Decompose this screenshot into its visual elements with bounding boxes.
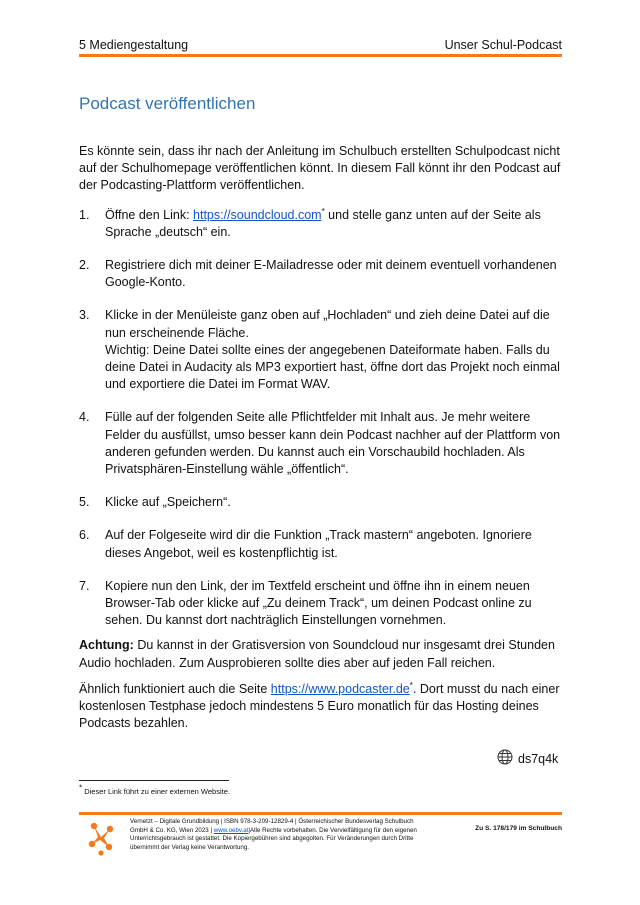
step-number: 3. <box>79 308 90 323</box>
step-number: 6. <box>79 528 90 543</box>
footer-legal-text <box>130 818 430 852</box>
steps-list <box>79 207 563 630</box>
alt-text-post: . Dort musst du nach einer kostenlosen Testphase jedoch mindestens 5 Euro monatlich für das Hosting deines Podcasts bezahlen. <box>79 681 560 731</box>
footnote-marker: * <box>409 680 413 690</box>
step-text-post: und stelle ganz unten auf der Seite als Sprache „deutsch“ ein. <box>105 207 541 239</box>
online-code-text: ds7q4k <box>518 751 559 766</box>
step-item <box>79 207 563 241</box>
step-item <box>79 527 563 561</box>
header-divider <box>79 54 562 57</box>
soundcloud-link[interactable]: https://soundcloud.com <box>193 207 322 222</box>
header-topic: Unser Schul-Podcast <box>444 38 562 52</box>
warning-label: Achtung: <box>79 638 134 653</box>
publisher-link[interactable]: www.oebv.at <box>213 826 249 834</box>
intro-paragraph: Es könnte sein, dass ihr nach der Anleitung im Schulbuch erstellten Schulpodcast nicht auf der Schulhomepage veröffentlichen könnt. In diesem Fall könnt ihr den Podcast auf der Podcasting-Plattform veröffentlichen. <box>79 144 561 193</box>
alternative-paragraph <box>79 681 563 733</box>
step-item <box>79 307 563 393</box>
footnote <box>79 783 230 796</box>
warning-text: Du kannst in der Gratisversion von Soundcloud nur insgesamt drei Stunden Audio hochladen. Zum Ausprobieren sollte dies aber auf jeden Fall reichen. <box>79 638 555 670</box>
step-text: Klicke in der Menüleiste ganz oben auf „Hochladen“ und zieh deine Datei auf die nun erscheinende Fläche. <box>105 308 550 340</box>
step-text-pre: Öffne den Link: <box>105 207 194 222</box>
step-text: Kopiere nun den Link, der im Textfeld erscheint und öffne ihn in einem neuen Browser-Tab oder klicke auf „Zu deinem Track“, um deinen Podcast online zu sehen. Du kannst dort nachträglich Einstellungen vornehmen. <box>105 578 532 628</box>
step-number: 5. <box>79 495 90 510</box>
footnote-marker: * <box>321 206 325 216</box>
globe-icon <box>497 749 513 768</box>
footnote-marker: * <box>79 783 83 793</box>
footnote-text: Dieser Link führt zu einer externen Website. <box>82 787 230 796</box>
footer-text-pre: Vernetzt – Digitale Grundbildung | ISBN 978-3-209-12829-4 | Österreichischer Bundesverlag Schulbuch GmbH & Co. KG, Wien 2023 | <box>130 818 414 834</box>
step-text: Auf der Folgeseite wird dir die Funktion „Track mastern“ angeboten. Ignoriere dieses Angebot, weil es kostenpflichtig ist. <box>105 528 532 560</box>
footer-text-post: |Alle Rechte vorbehalten. Die Vervielfältigung für den eigenen Unterrichtsgebrauch ist gestattet. Die Kopiergebühren sind abgegolten. Für Veränderungen durch Dritte übernimmt der Verlag keine Verantwortung. <box>130 826 417 851</box>
podcaster-link[interactable]: https://www.podcaster.de <box>270 681 410 696</box>
step-item <box>79 578 563 630</box>
step-item <box>79 494 563 511</box>
step-number: 7. <box>79 578 90 593</box>
warning-note <box>79 637 563 671</box>
alt-text-pre: Ähnlich funktioniert auch die Seite <box>79 681 271 696</box>
footer-book-reference: Zu S. 178/179 im Schulbuch <box>475 825 562 832</box>
main-content <box>79 143 563 732</box>
step-item <box>79 409 563 478</box>
page-title: Podcast veröffentlichen <box>79 94 256 113</box>
step-number: 4. <box>79 410 90 425</box>
publisher-logo-icon <box>84 820 120 856</box>
online-code[interactable] <box>497 749 558 768</box>
step-number: 2. <box>79 258 90 273</box>
step-text: Fülle auf der folgenden Seite alle Pflichtfelder mit Inhalt aus. Je mehr weitere Felder du ausfüllst, umso besser kann dein Podcast nachher auf der Plattform von anderen gefunden werden. Du kannst auch ein Vorschaubild hochladen. Als Privatsphären-Einstellung wähle „öffentlich“. <box>105 410 561 477</box>
footer-divider <box>79 812 562 815</box>
step-number: 1. <box>79 207 90 222</box>
step-extra-text: Wichtig: Deine Datei sollte eines der angegebenen Dateiformate haben. Falls du deine Datei in Audacity als MP3 exportiert hast, öffne dort das Projekt noch einmal und exportiere die Datei im Format WAV. <box>105 342 560 392</box>
step-text: Klicke auf „Speichern“. <box>105 495 231 510</box>
step-item <box>79 257 563 291</box>
step-text: Registriere dich mit deiner E-Mailadresse oder mit deinem eventuell vorhandenen Google-Konto. <box>105 258 557 290</box>
footnote-divider <box>79 780 229 781</box>
page-header <box>79 38 562 54</box>
header-chapter: 5 Mediengestaltung <box>79 38 189 52</box>
